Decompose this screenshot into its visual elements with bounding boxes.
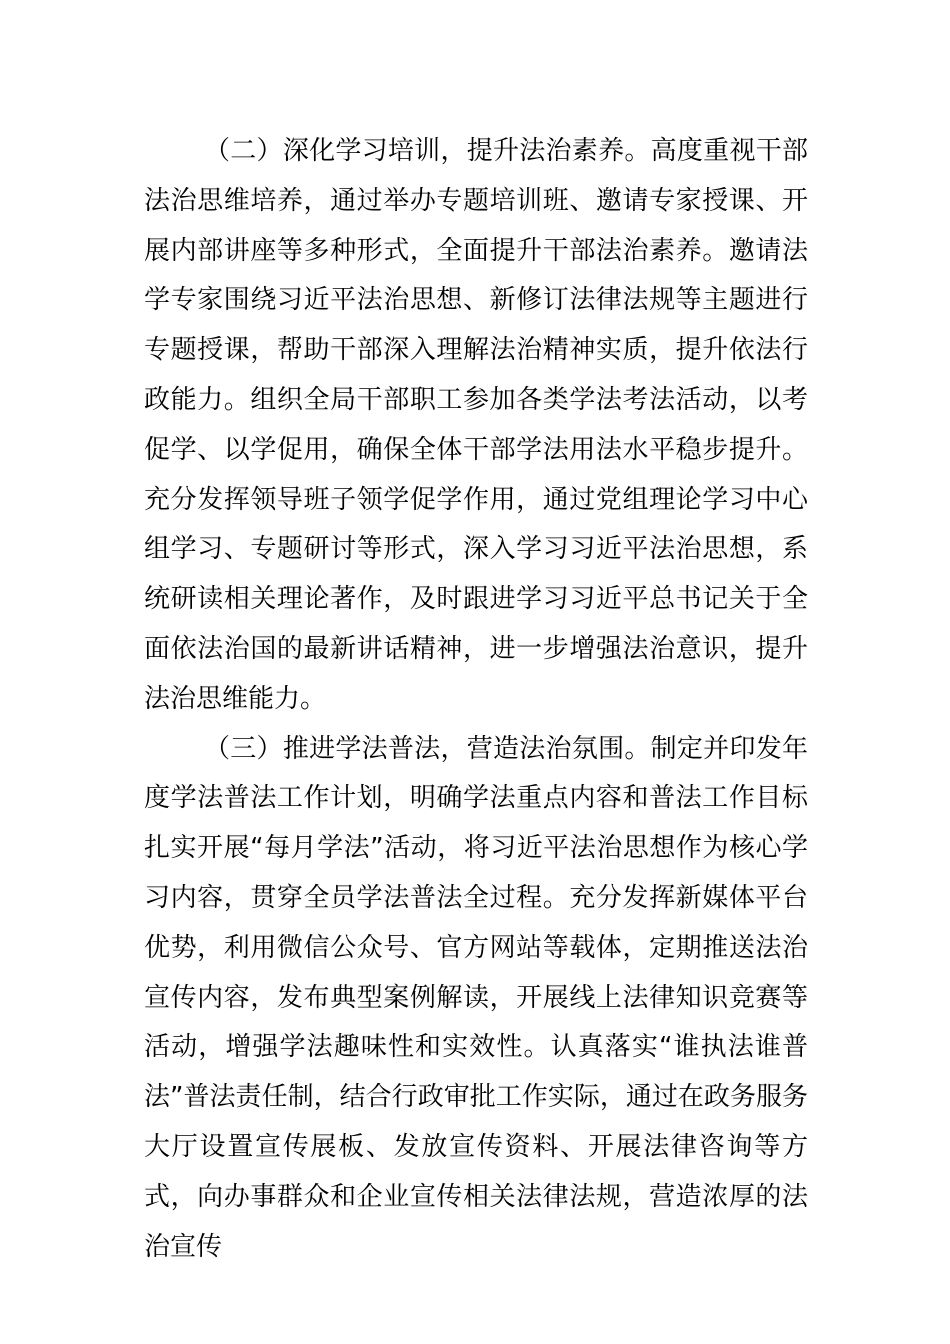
paragraph-section-two: （二）深化学习培训，提升法治素养。高度重视干部法治思维培养，通过举办专题培训班、邀请专家授课、开展内部讲座等多种形式，全面提升干部法治素养。邀请法学专家围绕习近平法治思想、新修订法律法规等主题进行专题授课，帮助干部深入理解法治精神实质，提升依法行政能力。组织全局干部职工参加各类学法考法活动，以考促学、以学促用，确保全体干部学法用法水平稳步提升。充分发挥领导班子领学促学作用，通过党组理论学习中心组学习、专题研讨等形式，深入学习习近平法治思想，系统研读相关理论著作，及时跟进学习习近平总书记关于全面依法治国的最新讲话精神，进一步增强法治意识，提升法治思维能力。 [144,136,808,714]
document-body [144,127,808,1272]
paragraph-section-three: （三）推进学法普法，营造法治氛围。制定并印发年度学法普法工作计划，明确学法重点内容和普法工作目标扎实开展“每月学法”活动，将习近平法治思想作为核心学习内容，贯穿全员学法普法全过程。充分发挥新媒体平台优势，利用微信公众号、官方网站等载体，定期推送法治宣传内容，发布典型案例解读，开展线上法律知识竞赛等活动，增强学法趣味性和实效性。认真落实“谁执法谁普法”普法责任制，结合行政审批工作实际，通过在政务服务大厅设置宣传展板、发放宣传资料、开展法律咨询等方式，向办事群众和企业宣传相关法律法规，营造浓厚的法治宣传 [144,733,808,1262]
